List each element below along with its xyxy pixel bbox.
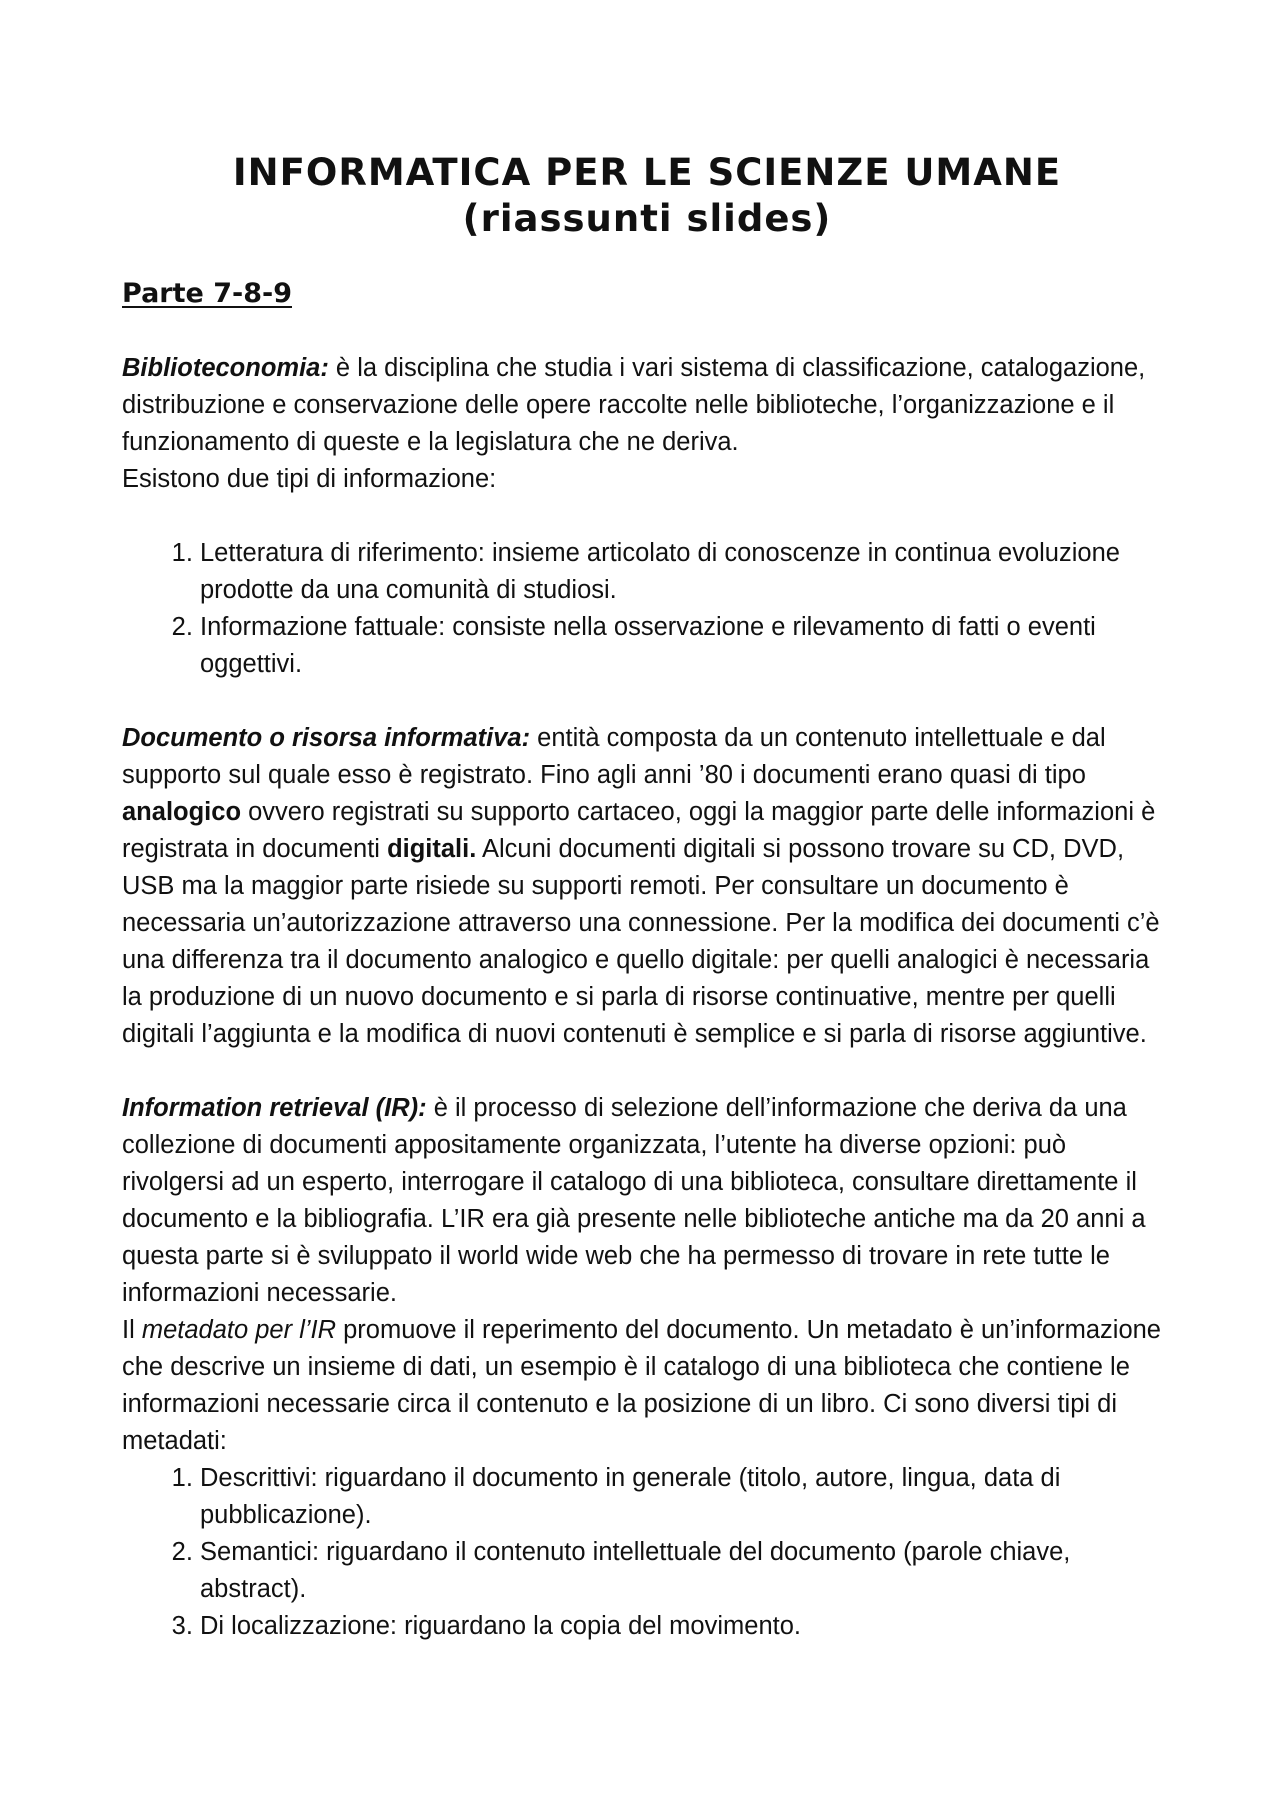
documento-text-a: entità composta da un contenuto intellettuale e dal supporto sul quale esso è registrato. Fino agli anni ’80 i documenti erano quasi di tipo (122, 724, 1106, 789)
document-title (122, 150, 1172, 242)
documento-text-c: Alcuni documenti digitali si possono trovare su CD, DVD, USB ma la maggior parte risiede su supporti remoti. Per consultare un documento è necessaria un’autorizzazione attraverso una connessione. Per la modifica dei documenti c’è una differenza tra il documento analogico e quello digitale: per quelli analogici è necessaria la produzione di un nuovo documento e si parla di risorse continuative, mentre per quelli digitali l’aggiunta e la modifica di nuovi contenuti è semplice e si parla di risorse aggiuntive. (122, 835, 1160, 1048)
title-line-1: INFORMATICA PER LE SCIENZE UMANE (232, 151, 1062, 194)
metadata-types-list (122, 1460, 1172, 1645)
list-item: 3. Di localizzazione: riguardano la copia del movimento. (200, 1608, 1172, 1645)
information-types-list (122, 535, 1172, 683)
ir-term: Information retrieval (IR): (122, 1094, 427, 1122)
metadata-paragraph (122, 1312, 1172, 1460)
list-item: 2. Informazione fattuale: consiste nella osservazione e rilevamento di fatti o eventi oggettivi. (200, 609, 1172, 683)
biblioteconomia-term: Biblioteconomia: (122, 354, 329, 382)
metadata-text-post: promuove il reperimento del documento. Un metadato è un’informazione che descrive un insieme di dati, un esempio è il catalogo di una biblioteca che contiene le informazioni necessarie circa il contenuto e la posizione di un libro. Ci sono diversi tipi di metadati: (122, 1316, 1161, 1455)
list-item: 2. Semantici: riguardano il contenuto intellettuale del documento (parole chiave, abstract). (200, 1534, 1172, 1608)
metadata-term: metadato per l’IR (141, 1316, 337, 1344)
analogico-keyword: analogico (122, 798, 242, 826)
biblioteconomia-paragraph (122, 350, 1172, 461)
digitali-keyword: digitali. (387, 835, 477, 863)
documento-term: Documento o risorsa informativa: (122, 724, 531, 752)
title-line-2: (riassunti slides) (462, 197, 832, 240)
section-heading: Parte 7-8-9 (122, 278, 292, 309)
metadata-text-pre: Il (122, 1316, 142, 1344)
documento-text-b: ovvero registrati su supporto cartaceo, oggi la maggior parte delle informazioni è registrata in documenti (122, 798, 1156, 863)
biblioteconomia-text: è la disciplina che studia i vari sistema di classificazione, catalogazione, distribuzione e conservazione delle opere raccolte nelle biblioteche, l’organizzazione e il funzionamento di queste e la legislatura che ne deriva. (122, 354, 1146, 456)
documento-paragraph (122, 720, 1172, 1053)
ir-paragraph (122, 1090, 1172, 1312)
document-body (122, 150, 1172, 1645)
list-item: 1. Descrittivi: riguardano il documento in generale (titolo, autore, lingua, data di pubblicazione). (200, 1460, 1172, 1534)
list-item: 1. Letteratura di riferimento: insieme articolato di conoscenze in continua evoluzione prodotte da una comunità di studiosi. (200, 535, 1172, 609)
information-types-intro: Esistono due tipi di informazione: (122, 465, 497, 493)
ir-text: è il processo di selezione dell’informazione che deriva da una collezione di documenti appositamente organizzata, l’utente ha diverse opzioni: può rivolgersi ad un esperto, interrogare il catalogo di una biblioteca, consultare direttamente il documento e la bibliografia. L’IR era già presente nelle biblioteche antiche ma da 20 anni a questa parte si è sviluppato il world wide web che ha permesso di trovare in rete tutte le informazioni necessarie. (122, 1094, 1146, 1307)
